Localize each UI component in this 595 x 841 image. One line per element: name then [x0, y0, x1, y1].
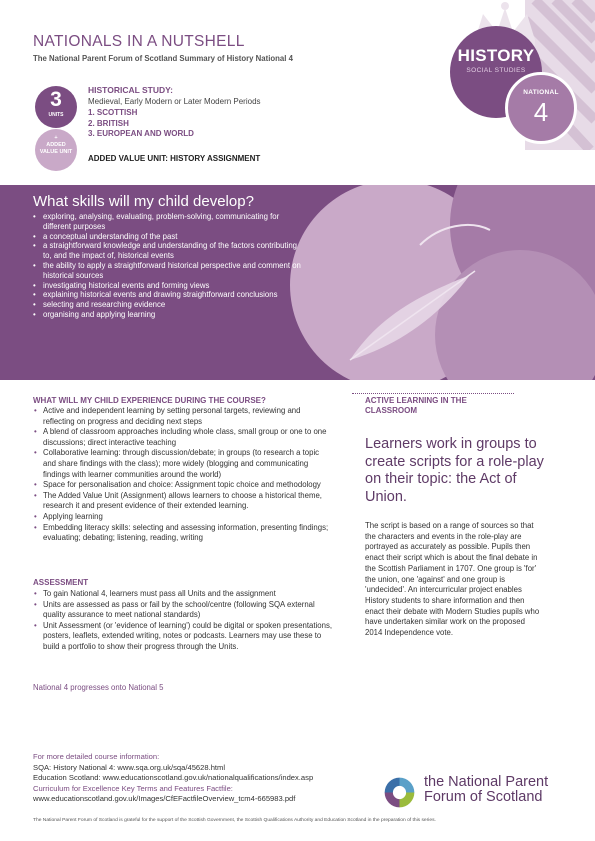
- active-learning-heading: ACTIVE LEARNING IN THE CLASSROOM: [365, 396, 467, 415]
- units-badge: [35, 86, 77, 128]
- added-value-unit: ADDED VALUE UNIT: HISTORY ASSIGNMENT: [88, 154, 261, 163]
- skill-item: • a conceptual understanding of the past: [33, 232, 303, 242]
- skill-item: • investigating historical events and forming views: [33, 281, 303, 291]
- npfs-logo-icon: [383, 776, 416, 809]
- level-label: NATIONAL: [523, 89, 559, 96]
- assessment-list: [33, 589, 333, 653]
- assessment-item: • Units are assessed as pass or fail by the school/centre (following SQA external quality assurance to meet national standards): [33, 600, 333, 621]
- column-divider: [352, 393, 514, 395]
- experience-item: • A blend of classroom approaches including whole class, small group or one to one discussions; direct interactive teaching: [33, 427, 333, 448]
- added-value-label: ADDED VALUE UNIT: [39, 142, 73, 155]
- units-label: UNITS: [48, 112, 64, 118]
- subject-area: SOCIAL STUDIES: [466, 67, 526, 74]
- acknowledgement-footnote: The National Parent Forum of Scotland is grateful for the support of the Scottish Government, the Scottish Qualifications Authority and Education Scotland in the preparation of this series.: [33, 818, 436, 823]
- experience-item: • Applying learning: [33, 512, 333, 523]
- skills-list: [33, 212, 303, 320]
- experience-heading: WHAT WILL MY CHILD EXPERIENCE DURING THE COURSE?: [33, 396, 266, 405]
- skill-item: • explaining historical events and drawing straightforward conclusions: [33, 290, 303, 300]
- study-item: 3. EUROPEAN AND WORLD: [88, 129, 194, 138]
- study-item: 2. BRITISH: [88, 118, 129, 128]
- level-number: 4: [533, 97, 549, 127]
- historical-study-label: HISTORICAL STUDY:: [88, 85, 174, 95]
- experience-item: • The Added Value Unit (Assignment) allows learners to choose a historical theme, research it and present evidence of their extended learning.: [33, 491, 333, 512]
- plus-sign: +: [54, 135, 58, 141]
- experience-item: • Collaborative learning: through discussion/debate; in groups (to research a topic and share findings with the class); more widely (blogging and communicating findings with learner communities around the world): [33, 448, 333, 480]
- experience-item: • Space for personalisation and choice: Assignment topic choice and methodology: [33, 480, 333, 491]
- skill-item: • exploring, analysing, evaluating, problem-solving, communicating for different purposes: [33, 212, 303, 232]
- assessment-heading: ASSESSMENT: [33, 578, 89, 587]
- logo-line-2: Forum of Scotland: [424, 789, 543, 805]
- progression-note: National 4 progresses onto National 5: [33, 683, 164, 692]
- added-value-badge: [35, 129, 77, 171]
- more-info-heading: For more detailed course information:: [33, 752, 160, 761]
- historical-study-periods: Medieval, Early Modern or Later Modern Periods: [88, 97, 261, 106]
- assessment-item: • Unit Assessment (or 'evidence of learning') could be digital or spoken presentations, posters, leaflets, extended writing, notes or podcasts. Learners may use these to build a portfolio to show their progress through the Units.: [33, 621, 333, 653]
- units-number: 3: [50, 88, 62, 111]
- active-learning-body: The script is based on a range of sources so that the characters and events in the role-play are portrayed as accurately as possible. Pupils then enact their script which is about the final debate in the Scottish Parliament in 1707. One group is 'for' the union, one 'against' and one group is 'undecided'. An intercurricular project enables History students to share information and then enact their debate with Modern Studies pupils who have undertaken similar work on the proposed 2014 Independence vote.: [365, 521, 540, 638]
- npfs-logo-text: [424, 775, 548, 805]
- skill-item: • a straightforward knowledge and understanding of the factors contributing to, and the impact of, historical events: [33, 241, 303, 261]
- sqa-link[interactable]: SQA: History National 4: www.sqa.org.uk/sqa/45628.html: [33, 762, 226, 772]
- experience-list: [33, 406, 333, 544]
- logo-line-1: the National Parent: [424, 774, 549, 790]
- skill-item: • selecting and researching evidence: [33, 300, 303, 310]
- more-info-block: [33, 752, 313, 805]
- active-learning-quote: Learners work in groups to create scripts for a role-play on their topic: the Act of Union.: [365, 436, 544, 505]
- page-title: NATIONALS IN A NUTSHELL: [33, 33, 245, 50]
- cfe-link[interactable]: www.educationscotland.gov.uk/Images/CfEFactfileOverview_tcm4-665983.pdf: [33, 794, 296, 804]
- cfe-heading: Curriculum for Excellence Key Terms and Features Factfile:: [33, 783, 233, 793]
- education-scotland-link[interactable]: Education Scotland: www.educationscotland.gov.uk/nationalqualifications/index.asp: [33, 773, 314, 783]
- experience-item: • Embedding literacy skills: selecting and assessing information, presenting findings; evaluating; debating; listening, reading, writing: [33, 523, 333, 544]
- experience-item: • Active and independent learning by setting personal targets, reviewing and reflecting on progress and deciding next steps: [33, 406, 333, 427]
- page-subtitle: The National Parent Forum of Scotland Summary of History National 4: [33, 54, 293, 63]
- skills-question: What skills will my child develop?: [33, 193, 254, 210]
- historical-study-list: [88, 108, 194, 140]
- level-badge: [505, 72, 577, 144]
- subject-name: HISTORY: [457, 46, 535, 65]
- skill-item: • the ability to apply a straightforward historical perspective and comment on historical sources: [33, 261, 303, 281]
- assessment-item: • To gain National 4, learners must pass all Units and the assignment: [33, 589, 333, 600]
- skill-item: • organising and applying learning: [33, 310, 303, 320]
- study-item: 1. SCOTTISH: [88, 108, 138, 117]
